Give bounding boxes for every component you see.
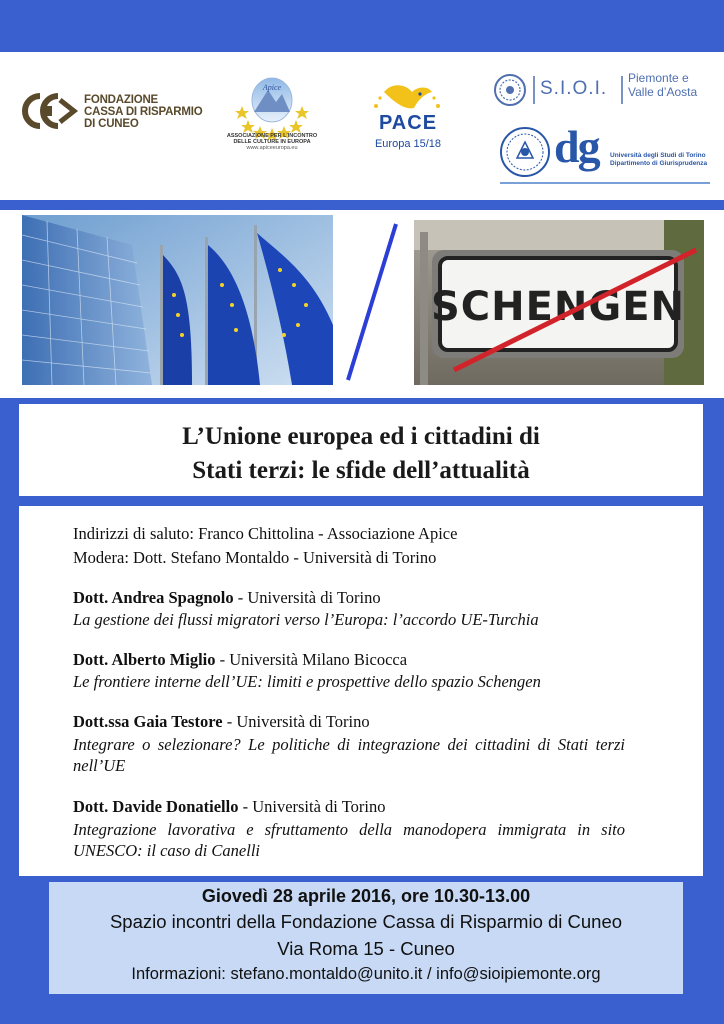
speaker-2-name: Dott. Alberto Miglio [73,650,216,669]
moderator-line: Modera: Dott. Stefano Montaldo - Università di Torino [73,548,437,567]
crc-logo-icon [20,92,80,130]
schengen-sign-photo [414,220,704,385]
greetings-line: Indirizzi di saluto: Franco Chittolina - Associazione Apice [73,524,458,543]
speaker-1-name: Dott. Andrea Spagnolo [73,588,234,607]
apice-caption-3: www.apiceeuropa.eu [246,145,298,151]
title-line-2: Stati terzi: le sfide dell’attualità [192,457,530,484]
speaker-4-affiliation: - Università di Torino [238,797,386,816]
event-contacts[interactable]: Informazioni: stefano.montaldo@unito.it / info@sioipiemonte.org [131,965,601,983]
slash-divider [340,220,404,385]
dg-line-2: Dipartimento di Giurisprudenza [610,160,708,167]
speaker-1-talk: La gestione dei flussi migratori verso l’Europa: l’accordo UE-Turchia [73,610,539,629]
crc-line-1: FONDAZIONE [84,94,159,106]
speaker-3-name: Dott.ssa Gaia Testore [73,712,223,731]
speaker-2 [73,650,407,670]
speaker-3-affiliation: - Università di Torino [222,712,370,731]
speaker-3 [73,712,370,732]
speaker-1-affiliation: - Università di Torino [233,588,381,607]
speaker-4-talk: Integrazione lavorativa e sfruttamento della manodopera immigrata in sito UNESCO: il caso di Canelli [73,820,625,860]
middle-band [0,200,724,210]
crc-line-3: DI CUNEO [84,118,139,130]
schengen-sign-text: SCHENGEN [430,284,686,330]
crc-logo-text [84,94,202,130]
apice-caption [218,133,326,151]
apice-caption-2: DELLE CULTURE IN EUROPA [233,139,311,145]
speaker-2-talk: Le frontiere interne dell’UE: limiti e prospettive dello spazio Schengen [73,672,541,691]
speaker-4-name: Dott. Davide Donatiello [73,797,239,816]
sioi-region [628,71,697,99]
sioi-region-2: Valle d’Aosta [628,85,698,99]
title-line-1: L’Unione europea ed i cittadini di [182,423,540,450]
eu-flags-photo [22,215,333,385]
dg-mark: dg [554,121,599,172]
apice-wordmark: Apice [262,83,282,92]
speaker-4 [73,797,385,817]
event-date: Giovedì 28 aprile 2016, ore 10.30-13.00 [201,886,531,906]
pace-title: PACE [378,112,438,134]
apice-caption-1: ASSOCIAZIONE PER L'INCONTRO [226,133,318,139]
sioi-name: S.I.O.I. [540,78,608,99]
dg-underline [500,182,710,184]
sioi-region-1: Piemonte e [628,71,689,85]
speaker-1 [73,588,381,608]
unito-seal-icon [499,126,551,178]
dg-department [610,152,707,168]
event-venue: Spazio incontri della Fondazione Cassa di Risparmio di Cuneo [109,911,623,932]
pace-subtitle: Europa 15/18 [374,138,442,150]
event-title [19,420,703,488]
dg-line-1: Università degli Studi di Torino [610,152,706,159]
event-address: Via Roma 15 - Cuneo [277,938,455,959]
speaker-2-affiliation: - Università Milano Bicocca [215,650,408,669]
apice-logo-icon [222,68,322,168]
top-band [0,0,724,52]
speaker-3-talk: Integrare o selezionare? Le politiche di integrazione dei cittadini di Stati terzi nell’UE [73,735,625,775]
crc-line-2: CASSA DI RISPARMIO [84,106,203,118]
